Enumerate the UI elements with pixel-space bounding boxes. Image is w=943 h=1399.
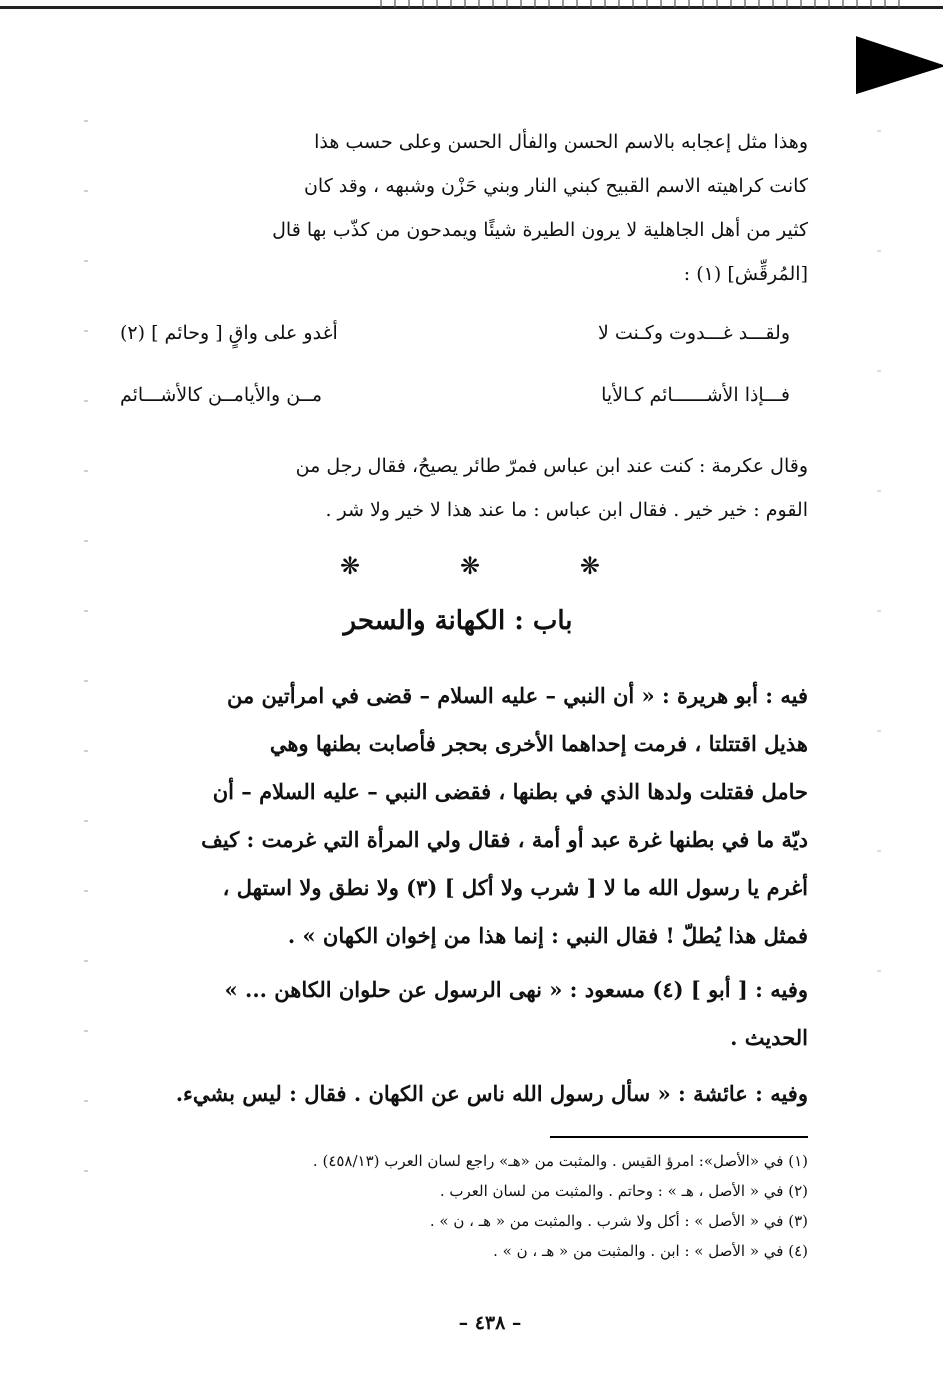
hadith-line: فيه : أبو هريرة : « أن النبي – عليه السلام – قضى في امرأتين من — [227, 683, 808, 708]
chapter-title: باب : الكهانة والسحر — [343, 606, 573, 636]
paragraph-line: كانت كراهيته الاسم القبيح كبني النار وبني حَزْن وشبهه ، وقد كان — [303, 175, 808, 197]
footnotes — [108, 1146, 808, 1266]
ikrima-paragraph — [108, 444, 808, 532]
hadith-line: الحديث . — [730, 1025, 808, 1050]
hadith-line: ديّة ما في بطنها غرة عبد أو أمة ، فقال ولي المرأة التي غرمت : كيف — [201, 827, 808, 852]
footnote-4: (٤) في « الأصل » : ابن . والمثبت من « هـ ، ن » . — [493, 1242, 808, 1260]
paragraph-line: وهذا مثل إعجابه بالاسم الحسن والفأل الحسن وعلى حسب هذا — [314, 131, 808, 153]
opening-paragraph — [108, 120, 808, 296]
hadith-line: وفيه : [ أبو ] (٤) مسعود : « نهى الرسول عن حلوان الكاهن ... » — [224, 977, 808, 1002]
poem-verse-1 — [120, 322, 790, 362]
hadith-line: وفيه : عائشة : « سأل رسول الله ناس عن الكهان . فقال : ليس بشيء. — [175, 1081, 808, 1106]
hadith-line: هذيل اقتتلتا ، فرمت إحداهما الأخرى بحجر فأصابت بطنها وهي — [269, 731, 808, 756]
paragraph-line: كثير من أهل الجاهلية لا يرون الطيرة شيئًا ويمدحون من كذّب بها قال — [272, 219, 808, 241]
scan-gutter-marks — [84, 120, 88, 1220]
poem-verse-2 — [120, 384, 790, 424]
footnote-2: (٢) في « الأصل ، هـ » : وحاتم . والمثبت من لسان العرب . — [439, 1182, 808, 1200]
star-ornament: ❋ — [579, 552, 600, 580]
hadith-abu-hurayra — [108, 672, 808, 960]
verse-first-hemistich: ولقـــد غـــدوت وكـنت لا — [597, 322, 790, 344]
verse-second-hemistich: أغدو على واقٍ [ وحائم ] (٢) — [120, 322, 338, 344]
scan-gutter-marks-right — [877, 130, 881, 1030]
paragraph-line: وقال عكرمة : كنت عند ابن عباس فمرّ طائر يصيحُ، فقال رجل من — [295, 455, 808, 477]
top-edge-marks — [380, 0, 900, 8]
paragraph-line: [المُرقِّش] (١) : — [683, 263, 808, 285]
hadith-line: حامل فقتلت ولدها الذي في بطنها ، فقضى النبي – عليه السلام – أن — [212, 779, 808, 804]
page-number: – ٤٣٨ – — [458, 1312, 522, 1334]
verse-second-hemistich: مــن والأيامــن كالأشـــائم — [120, 384, 323, 406]
footnote-1: (١) في «الأصل»: امرؤ القيس . والمثبت من «هـ» راجع لسان العرب (٤٥٨/١٣) . — [312, 1152, 808, 1170]
verse-first-hemistich: فـــإذا الأشــــــائم كـالأيا — [601, 384, 790, 406]
footnote-3: (٣) في « الأصل » : أكل ولا شرب . والمثبت من « هـ ، ن » . — [429, 1212, 808, 1230]
hadith-line: أغرم يا رسول الله ما لا [ شرب ولا أكل ] (٣) ولا نطق ولا استهل ، — [222, 875, 808, 900]
hadith-abu-masud — [108, 966, 808, 1062]
paragraph-line: القوم : خير خير . فقال ابن عباس : ما عند هذا لا خير ولا شر . — [325, 499, 808, 521]
star-ornament: ❋ — [459, 552, 481, 580]
star-ornament: ❋ — [340, 552, 361, 580]
hadith-aisha — [108, 1070, 808, 1118]
hadith-line: فمثل هذا يُطلّ ! فقال النبي : إنما هذا من إخوان الكهان » . — [287, 923, 808, 948]
section-divider-stars — [340, 552, 600, 580]
corner-bookmark-mark — [856, 36, 943, 110]
footnote-separator — [550, 1136, 808, 1138]
